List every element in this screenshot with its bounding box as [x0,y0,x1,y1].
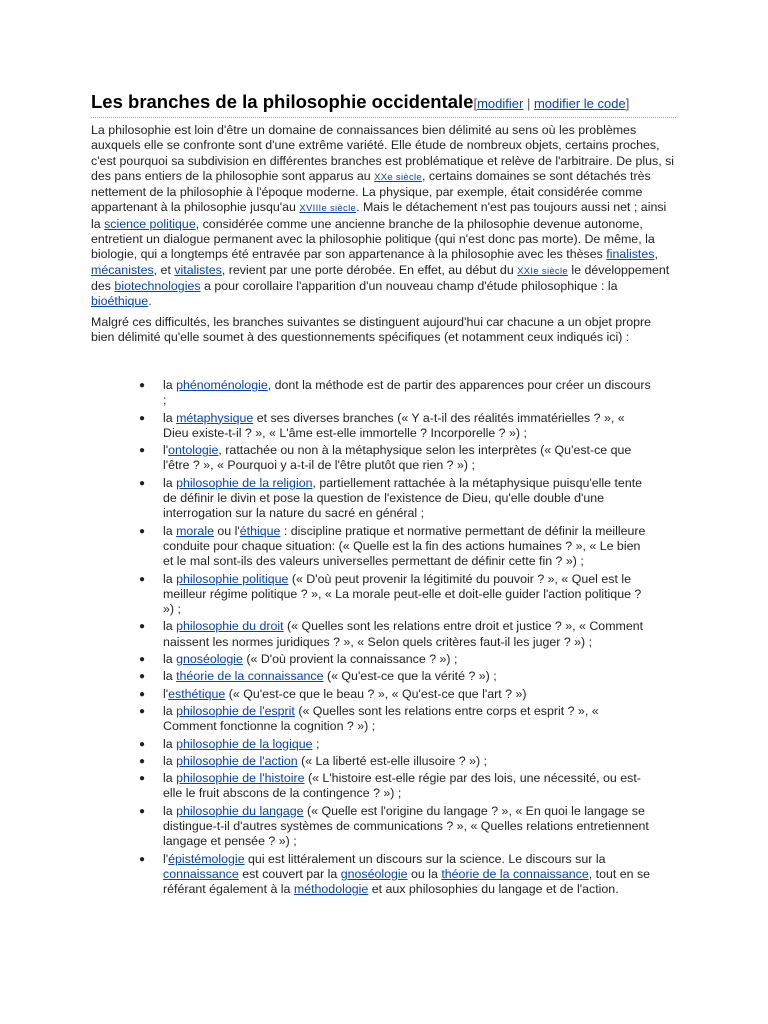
link-biotechnologies[interactable]: biotechnologies [114,278,201,293]
link-xviiie-siecle[interactable]: XVIIIe siècle [299,203,357,215]
bullet-icon: ● [139,412,146,424]
bullet-icon: ● [139,380,146,391]
item-text: la [163,736,177,751]
link-gnoseologie[interactable]: gnoséologie [176,652,243,667]
link-ethique[interactable]: éthique [239,523,281,538]
item-text: l' [163,443,169,458]
link-philosophie-de-l-action[interactable]: philosophie de l'action [176,753,298,768]
link-phenomenologie[interactable]: phénoménologie [176,378,268,392]
item-text: l' [163,851,169,866]
link-philosophie-de-l-histoire[interactable]: philosophie de l'histoire [176,771,305,786]
item-text: l' [163,686,169,701]
para1-text: , considérée comme une ancienne branche de la philosophie devenue autonome, entretient un dialogue permanent avec la philosophie politique (qui n'est donc pas morte). De même, la biologie, qui a longtemps été entravée par son appartenance à la philosophie avec les thèses [91,216,655,262]
item-text: ou la [407,866,442,881]
list-item [91,378,651,409]
item-text: (« D'où peut provenir la légitimité du pouvoir ? », « Quel est le meilleur régime politique ? », « La morale peut-elle et doit-elle guider l'action politique ? ») ; [163,571,642,617]
link-finalistes[interactable]: finalistes [606,247,655,262]
bullet-icon: ● [139,755,146,767]
list-item [91,754,651,769]
branches-list [91,378,651,900]
item-text: , partiellement rattachée à la métaphysique puisqu'elle tente de définir le divin et pose la question de l'existence de Dieu, qu'elle double d'une interrogation sur la nature du sacré en général ; [163,475,643,521]
section-heading [91,91,676,118]
list-item [91,476,651,522]
item-text: (« Quelle est l'origine du langage ? », « En quoi le langage se distingue-t-il d'autres systèmes de communications ? », « Quelles relations entretiennent langage et pensée ? ») ; [163,803,649,849]
link-philosophie-du-langage[interactable]: philosophie du langage [176,803,304,818]
bullet-icon: ● [139,805,146,817]
bullet-icon: ● [139,738,146,750]
bullet-icon: ● [139,773,146,785]
list-item [91,411,651,442]
bullet-icon: ● [139,688,146,700]
link-philosophie-du-droit[interactable]: philosophie du droit [176,619,284,634]
item-text: (« Qu'est-ce que la vérité ? ») ; [323,669,497,684]
para1-text: , certains domaines se sont détachés très nettement de la philosophie à l'époque moderne. La physique, par exemple, était considérée comme appartenant à la philosophie jusqu'au [91,168,651,215]
list-item [91,572,651,618]
link-epistemologie[interactable]: épistémologie [168,851,245,866]
link-connaissance[interactable]: connaissance [163,866,239,881]
item-text: (« L'histoire est-elle régie par des lois, une nécessité, ou est-elle le fruit abscons de la contingence ? ») ; [163,771,641,801]
heading-title: Les branches de la philosophie occidentale [91,91,474,112]
item-text: ou l' [213,523,240,538]
edit-links [473,96,629,111]
item-text: : discipline pratique et normative permettant de définir la meilleure conduite pour chaque situation: (« Quelle est la fin des actions humaines ? », « Le bien et le mal sont-ils des valeurs universelles permettant de définir cette fin ? ») ; [163,523,646,569]
link-bioethique[interactable]: bioéthique [91,294,149,309]
list-item [91,619,651,650]
item-text: (« Quelles sont les relations entre droit et justice ? », « Comment naissent les normes juridiques ? », « Selon quels critères faut-il les juger ? ») ; [163,619,644,649]
bullet-icon: ● [139,525,146,537]
bullet-icon: ● [139,621,146,633]
item-text: (« D'où provient la connaissance ? ») ; [242,652,458,667]
list-item [91,852,651,898]
list-item [91,669,651,684]
list-item [91,443,651,474]
modifier-link[interactable]: modifier [477,96,524,111]
link-philosophie-de-l-esprit[interactable]: philosophie de l'esprit [176,703,295,718]
edit-bracket-open: [ [473,96,478,111]
para1-text: . [148,294,152,309]
link-methodologie[interactable]: méthodologie [293,882,369,897]
para1-text: . Mais le détachement n'est pas toujours aussi net ; ainsi la [91,200,667,231]
bullet-icon: ● [139,477,146,489]
item-text: la [163,753,177,768]
item-text: ; [312,736,320,751]
item-text: la [163,571,177,586]
bullet-icon: ● [139,445,146,457]
item-text: (« Qu'est-ce que le beau ? », « Qu'est-ce que l'art ? ») [225,686,527,701]
link-philosophie-de-la-religion[interactable]: philosophie de la religion [176,475,313,490]
item-text: et ses diverses branches (« Y a-t-il des réalités immatérielles ? », « Dieu existe-t-il ? », « L'âme est-elle immortelle ? Incorporelle ? ») ; [163,410,625,440]
item-text: et aux philosophies du langage et de l'action. [368,882,619,897]
edit-bracket-close: ] [625,96,630,111]
item-text: la [163,619,177,634]
edit-separator: | [523,96,534,111]
link-theorie-de-la-connaissance[interactable]: théorie de la connaissance [176,669,324,684]
item-text: la [163,652,177,667]
bullet-icon: ● [139,705,146,717]
item-text: la [163,475,177,490]
para1-text: , revient par une porte dérobée. En effet, au début du [221,262,518,277]
branches-intro-paragraph: Malgré ces difficultés, les branches suivantes se distinguent aujourd'hui car chacune a un objet propre bien délimité qu'elle soumet à des questionnements spécifiques (et notamment ceux indiqués ici) : [91,314,652,344]
bullet-icon: ● [139,654,146,666]
item-text: la [163,803,177,818]
para1-text: , et [153,262,175,277]
item-text: est couvert par la [238,866,341,881]
bullet-icon: ● [139,853,146,865]
link-gnoseologie[interactable]: gnoséologie [340,866,408,881]
link-xxe-siecle[interactable]: XXe siècle [374,171,423,183]
item-text: , rattachée ou non à la métaphysique selon les interprètes (« Qu'est-ce que l'être ? », « Pourquoi y a-t-il de l'être plutôt que rien ? ») ; [163,443,632,473]
list-item [91,804,651,850]
para1-text: , [654,247,658,262]
link-xxie-siecle[interactable]: XXIe siècle [517,265,568,277]
link-ontologie[interactable]: ontologie [168,443,219,458]
item-text: la [163,771,177,786]
item-text: la [163,703,177,718]
item-text: (« Quelles sont les relations entre corps et esprit ? », « Comment fonctionne la cognition ? ») ; [163,703,599,734]
link-morale[interactable]: morale [176,523,214,538]
item-text: , dont la méthode est de partir des apparences pour créer un discours ; [163,378,651,408]
list-item [91,771,651,802]
para1-text: a pour corollaire l'apparition d'un nouveau champ d'étude philosophique : la [200,278,618,293]
link-theorie-de-la-connaissance[interactable]: théorie de la connaissance [441,866,589,881]
bullet-icon: ● [139,671,146,683]
para1-text: La philosophie est loin d'être un domaine de connaissances bien délimité au sens où les problèmes auxquels elle se confronte sont d'une extrême variété. Elle étude de nombreux objets, certains proches, c'est pourquoi sa subdivision en différentes branches est problématique et relève de l'arbitraire. De plus, si des pans entiers de la philosophie sont apparus au [91,123,675,183]
link-science-politique[interactable]: science politique [104,216,196,231]
list-item [91,737,651,752]
para1-text: le développement des [91,262,670,293]
item-text: la [163,523,177,538]
item-text: la [163,669,177,684]
link-vitalistes[interactable]: vitalistes [174,262,222,277]
article [91,91,676,345]
modifier-code-link[interactable]: modifier le code [533,96,626,111]
link-philosophie-de-la-logique[interactable]: philosophie de la logique [176,736,313,751]
item-text: la [163,378,177,392]
link-metaphysique[interactable]: métaphysique [176,410,254,425]
link-mecanistes[interactable]: mécanistes [91,262,154,277]
bullet-icon: ● [139,573,146,585]
item-text: qui est littéralement un discours sur la science. Le discours sur la [244,851,606,866]
list-item [91,652,651,667]
link-esthetique[interactable]: esthétique [168,686,226,701]
link-philosophie-politique[interactable]: philosophie politique [176,571,289,586]
item-text: , tout en se référant également à la [163,866,651,897]
list-item [91,687,651,702]
intro-paragraph [91,123,676,310]
list-item [91,704,651,735]
list-item [91,524,651,570]
item-text: (« La liberté est-elle illusoire ? ») ; [297,753,488,768]
item-text: la [163,410,177,425]
